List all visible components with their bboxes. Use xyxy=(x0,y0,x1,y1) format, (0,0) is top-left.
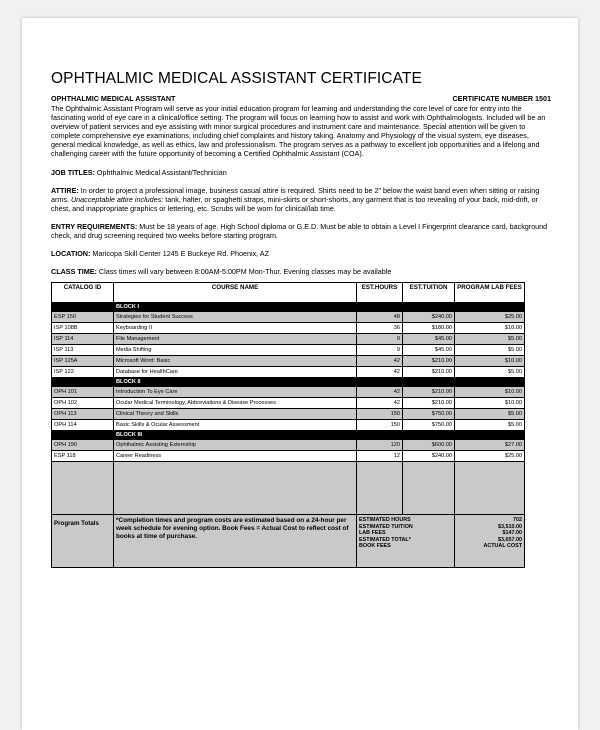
total-label: ESTIMATED HOURS xyxy=(359,517,411,524)
class-time-paragraph xyxy=(51,267,551,276)
fees-cell: $10.00 xyxy=(455,398,525,409)
hours-cell: 9 xyxy=(357,334,403,345)
fees-cell: $25.00 xyxy=(455,451,525,462)
fees-cell: $10.00 xyxy=(455,323,525,334)
tuition-cell: $240.00 xyxy=(403,312,455,323)
attire-italic: Unacceptable attire includes: xyxy=(70,194,164,204)
attire-text-2: tank, halter, or spaghetti straps, mini-skirts or short-shorts, any garment that is too revealing of your back, mid-drift, or chest, and inappropriate graphics or lettering, etc. Scrubs will be worn for clinical/lab time. xyxy=(51,194,538,213)
catalog-id-cell: OPH 114 xyxy=(52,420,114,431)
course-name-cell: Ophthalmic Assisting Externship xyxy=(114,440,357,451)
tuition-cell: $45.00 xyxy=(403,334,455,345)
table-row xyxy=(52,312,525,323)
hours-cell: 12 xyxy=(357,451,403,462)
table-footer xyxy=(52,462,525,568)
fees-cell: $25.00 xyxy=(455,312,525,323)
program-subtitle: OPHTHALMIC MEDICAL ASSISTANT xyxy=(51,94,176,103)
catalog-id-cell: ESP 118 xyxy=(52,451,114,462)
table-row xyxy=(52,323,525,334)
fees-cell: $10.00 xyxy=(455,356,525,367)
attire-label: ATTIRE: xyxy=(51,185,79,195)
location-label: LOCATION: xyxy=(51,249,91,259)
tuition-cell: $210.00 xyxy=(403,398,455,409)
course-name-cell: Career Readiness xyxy=(114,451,357,462)
total-value: 702 xyxy=(513,517,522,524)
hours-cell: 150 xyxy=(357,420,403,431)
course-name-cell: Ocular Medical Terminology, Abbreviations & Disease Processes xyxy=(114,398,357,409)
course-name-cell: Clinical Theory and Skills xyxy=(114,409,357,420)
header-fees: PROGRAM LAB FEES xyxy=(455,283,525,303)
total-value: $147.00 xyxy=(502,530,522,537)
hours-cell: 42 xyxy=(357,356,403,367)
course-name-cell: Media Shifting xyxy=(114,345,357,356)
document-content xyxy=(51,70,551,568)
table-row xyxy=(52,420,525,431)
location-text: Maricopa Skill Center 1245 E Buckeye Rd. Phoenix, AZ xyxy=(90,249,269,259)
tuition-cell: $600.00 xyxy=(403,440,455,451)
table-row xyxy=(52,398,525,409)
class-time-text: Class times will vary between 8:00AM-5:00PM Mon-Thur. Evening classes may be available xyxy=(96,267,392,277)
catalog-id-cell: ISP 108B xyxy=(52,323,114,334)
tuition-cell: $210.00 xyxy=(403,367,455,378)
catalog-id-cell: OPH 113 xyxy=(52,409,114,420)
hours-cell: 42 xyxy=(357,367,403,378)
total-label: LAB FEES xyxy=(359,530,386,537)
tuition-cell: $750.00 xyxy=(403,420,455,431)
table-row xyxy=(52,345,525,356)
document-page xyxy=(22,18,578,730)
table-blank-row xyxy=(52,462,525,515)
course-name-cell: Database for HealthCare xyxy=(114,367,357,378)
fees-cell: $5.00 xyxy=(455,420,525,431)
catalog-id-cell: ISP 114 xyxy=(52,334,114,345)
attire-paragraph xyxy=(51,186,551,213)
hours-cell: 120 xyxy=(357,440,403,451)
totals-labels-cell xyxy=(357,515,455,568)
totals-note: *Completion times and program costs are estimated based on a 24-hour per week schedule for evening option. Book Fees = Actual Cost to reflect cost of books at time of purchase. xyxy=(116,517,349,541)
hours-cell: 42 xyxy=(357,387,403,398)
course-name-cell: Microsoft Word: Basic xyxy=(114,356,357,367)
entry-label: ENTRY REQUIREMENTS: xyxy=(51,221,138,231)
hours-cell: 42 xyxy=(357,398,403,409)
job-titles-label: JOB TITLES: xyxy=(51,167,95,177)
course-name-cell: Introduction To Eye Care xyxy=(114,387,357,398)
hours-cell: 150 xyxy=(357,409,403,420)
table-row xyxy=(52,387,525,398)
header-catalog: CATALOG ID xyxy=(52,283,114,303)
subheader-row xyxy=(51,94,551,103)
block-label: BLOCK II xyxy=(114,378,525,387)
table-header-row xyxy=(52,283,525,303)
block-header-row xyxy=(52,303,525,312)
course-name-cell: Keyboarding II xyxy=(114,323,357,334)
total-label: BOOK FEES xyxy=(359,542,391,549)
certificate-number: CERTIFICATE NUMBER 1501 xyxy=(452,94,551,103)
total-value: $3,510.00 xyxy=(498,523,522,530)
table-row xyxy=(52,409,525,420)
table-row xyxy=(52,334,525,345)
attire-text-1: In order to project a professional image, business casual attire is required. Shirts need to be 2" below the waist band even when sitting or raising arms. xyxy=(51,185,540,204)
tuition-cell: $210.00 xyxy=(403,387,455,398)
program-totals-label: Program Totals xyxy=(54,520,99,528)
catalog-id-cell: ESP 150 xyxy=(52,312,114,323)
tuition-cell: $180.00 xyxy=(403,323,455,334)
catalog-id-cell: OPH 101 xyxy=(52,387,114,398)
fees-cell: $5.00 xyxy=(455,367,525,378)
table-row xyxy=(52,451,525,462)
header-course: COURSE NAME xyxy=(114,283,357,303)
totals-values-cell xyxy=(455,515,525,568)
entry-paragraph xyxy=(51,222,551,240)
fees-cell: $5.00 xyxy=(455,334,525,345)
block-header-row xyxy=(52,378,525,387)
table-row xyxy=(52,367,525,378)
document-title: OPHTHALMIC MEDICAL ASSISTANT CERTIFICATE xyxy=(51,70,422,87)
course-name-cell: File Management xyxy=(114,334,357,345)
fees-cell: $27.00 xyxy=(455,440,525,451)
header-tuition: EST.TUITION xyxy=(403,283,455,303)
job-titles-paragraph xyxy=(51,168,551,177)
table-body xyxy=(52,303,525,462)
catalog-id-cell: OPH 102 xyxy=(52,398,114,409)
hours-cell: 48 xyxy=(357,312,403,323)
totals-row xyxy=(52,515,525,568)
fees-cell: $5.00 xyxy=(455,345,525,356)
course-name-cell: Strategies for Student Success xyxy=(114,312,357,323)
block-header-row xyxy=(52,431,525,440)
entry-text: Must be 18 years of age. High School diploma or G.E.D. Must be able to obtain a Level I Fingerprint clearance card, background check, and drug screening required two weeks before starting program. xyxy=(51,221,548,241)
tuition-cell: $240.00 xyxy=(403,451,455,462)
fees-cell: $5.00 xyxy=(455,409,525,420)
catalog-id-cell: ISP 113 xyxy=(52,345,114,356)
total-label: ESTIMATED TOTAL* xyxy=(359,536,411,543)
table-row xyxy=(52,356,525,367)
fees-cell: $10.00 xyxy=(455,387,525,398)
total-value: ACTUAL COST xyxy=(483,542,522,549)
total-value: $3,657.00 xyxy=(498,536,522,543)
tuition-cell: $45.00 xyxy=(403,345,455,356)
tuition-cell: $210.00 xyxy=(403,356,455,367)
class-time-label: CLASS TIME: xyxy=(51,267,97,277)
catalog-id-cell: ISP 125A xyxy=(52,356,114,367)
intro-paragraph: The Ophthalmic Assistant Program will serve as your initial education program for learning and understanding the core level of care for entry into the fascinating world of eye care in a clinical/office setting. The program will focus on learning how to assist and work with Ophthalmologists. Included will be an overview of patient services and eye assisting with minor surgical procedures and instrument care and maintenance. Special attention will be given to complete comprehensive eye examinations, including chief complaints and history taking. Anatomy and Physiology of the visual system, eye diseases, general medical knowledge, as well as ethics, law and professionalism. The program serves as a pathway to excellent job opportunities and a lifelong and challenging career with the future opportunity of becoming a Certified Ophthalmic Assistant (COA). xyxy=(51,104,546,159)
hours-cell: 36 xyxy=(357,323,403,334)
job-titles-text: Ophthalmic Medical Assistant/Technician xyxy=(94,167,227,177)
block-label: BLOCK III xyxy=(114,431,525,440)
block-label: BLOCK I xyxy=(114,303,525,312)
catalog-id-cell: ISP 122 xyxy=(52,367,114,378)
course-table xyxy=(51,282,525,568)
hours-cell: 9 xyxy=(357,345,403,356)
table-row xyxy=(52,440,525,451)
location-paragraph xyxy=(51,249,551,258)
course-name-cell: Basic Skills & Ocular Assessment xyxy=(114,420,357,431)
header-hours: EST.HOURS xyxy=(357,283,403,303)
tuition-cell: $750.00 xyxy=(403,409,455,420)
total-label: ESTIMATED TUITION xyxy=(359,523,413,530)
catalog-id-cell: OPH 190 xyxy=(52,440,114,451)
